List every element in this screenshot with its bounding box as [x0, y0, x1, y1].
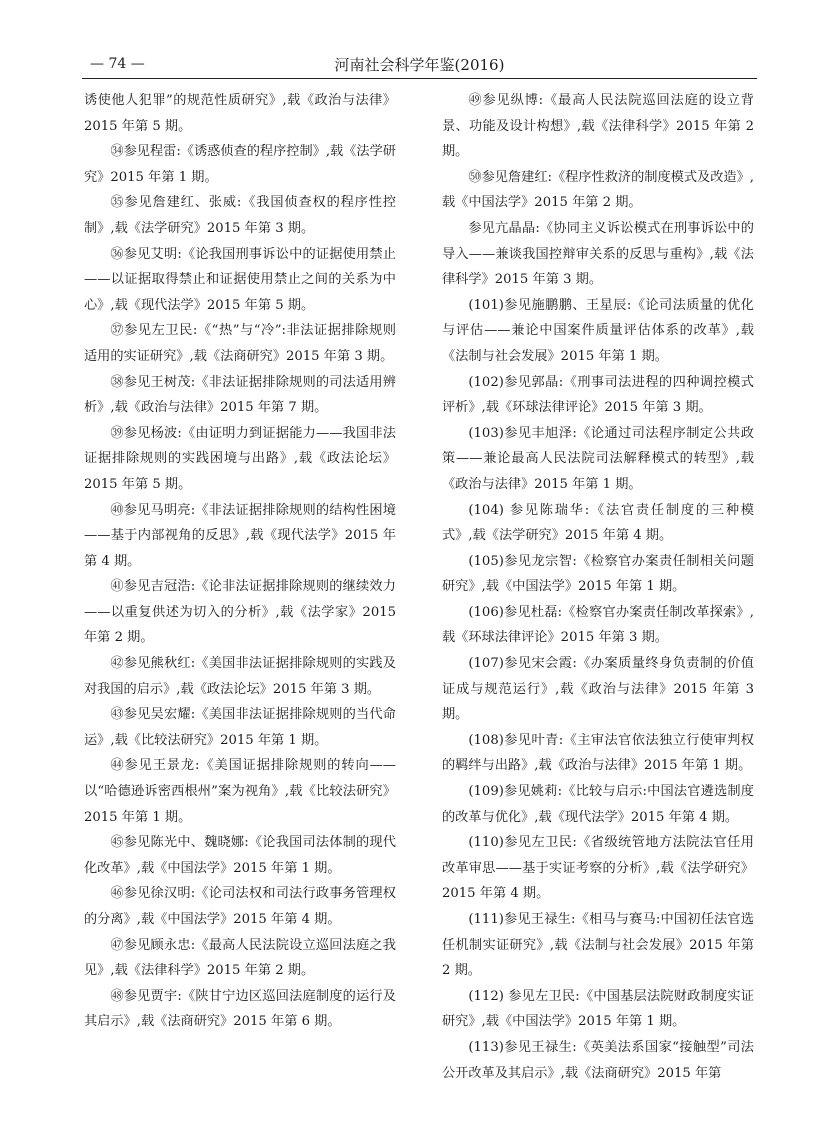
footnote: ㊲参见左卫民:《“热”与“冷”:非法证据排除规则适用的实证研究》,载《法商研究》2015 年第 3 期。 — [84, 323, 396, 364]
footnote: ㊹参见王景龙:《美国证据排除规则的转向——以“哈德逊诉密西根州”案为视角》,载《比较法研究》2015 年第 1 期。 — [84, 758, 396, 825]
footnote: ㊱参见艾明:《论我国刑事诉讼中的证据使用禁止——以证据取得禁止和证据使用禁止之间的关系为中心》,载《现代法学》2015 年第 5 期。 — [84, 246, 396, 313]
footnote: ㊻参见徐汉明:《论司法权和司法行政事务管理权的分离》,载《中国法学》2015 年第 4 期。 — [84, 886, 396, 927]
footnote: ㉞参见程雷:《诱惑侦查的程序控制》,载《法学研究》2015 年第 1 期。 — [84, 144, 396, 185]
right-column — [442, 88, 754, 1086]
page-number: — 74 — — [90, 56, 145, 72]
footnote: (110)参见左卫民:《省级统管地方法院法官任用改革审思——基于实证考察的分析》,载《法学研究》2015 年第 4 期。 — [442, 835, 754, 902]
footnote: (106)参见杜磊:《检察官办案责任制改革探索》,载《环球法律评论》2015 年第 3 期。 — [442, 604, 754, 646]
footnote: 参见亢晶晶:《协同主义诉讼模式在刑事诉讼中的导入——兼谈我国控辩审关系的反思与重构》,载《法律科学》2015 年第 3 期。 — [442, 220, 754, 288]
footnote: ㊿参见詹建红:《程序性救济的制度模式及改造》,载《中国法学》2015 年第 2 期。 — [442, 169, 754, 211]
running-title: 河南社会科学年鉴(2016) — [334, 56, 505, 74]
footnote: (112) 参见左卫民:《中国基层法院财政制度实证研究》,载《中国法学》2015 年第 1 期。 — [442, 988, 754, 1030]
footnote: (105)参见龙宗智:《检察官办案责任制相关问题研究》,载《中国法学》2015 年第 1 期。 — [442, 553, 754, 595]
footnote: (111)参见王禄生:《相马与赛马:中国初任法官选任机制实证研究》,载《法制与社会发展》2015 年第 2 期。 — [442, 912, 754, 979]
footnote: (102)参见郭晶:《刑事司法进程的四种调控模式评析》,载《环球法律评论》2015 年第 3 期。 — [442, 374, 754, 416]
footnote: ㊴参见杨波:《由证明力到证据能力——我国非法证据排除规则的实践困境与出路》,载《政法论坛》2015 年第 5 期。 — [84, 425, 396, 492]
footnote: ㊾参见纵博:《最高人民法院巡回法庭的设立背景、功能及设计构想》,载《法律科学》2015 年第 2 期。 — [442, 93, 754, 160]
footnote-continuation: 诱使他人犯罪”的规范性质研究》,载《政治与法律》2015 年第 5 期。 — [84, 93, 396, 134]
footnote: (103)参见丰旭泽:《论通过司法程序制定公共政策——兼论最高人民法院司法解释模式的转型》,载《政治与法律》2015 年第 1 期。 — [442, 425, 754, 492]
footnote: ㊽参见贾宇:《陕甘宁边区巡回法庭制度的运行及其启示》,载《法商研究》2015 年第 6 期。 — [84, 988, 396, 1030]
footnote: ㉟参见詹建红、张威:《我国侦查权的程序性控制》,载《法学研究》2015 年第 3 期。 — [84, 195, 396, 236]
footnote: (113)参见王禄生:《英美法系国家“接触型”司法公开改革及其启示》,载《法商研究》2015 年第 — [442, 1039, 754, 1081]
left-column — [84, 88, 396, 1035]
header-rule — [82, 78, 757, 79]
footnote: ㊸参见吴宏耀:《美国非法证据排除规则的当代命运》,载《比较法研究》2015 年第 1 期。 — [84, 707, 396, 748]
footnote: ㊶参见吉冠浩:《论非法证据排除规则的继续效力——以重复供述为切入的分析》,载《法学家》2015 年第 2 期。 — [84, 579, 396, 646]
footnote: ㊳参见王树茂:《非法证据排除规则的司法适用辨析》,载《政治与法律》2015 年第 7 期。 — [84, 374, 396, 416]
footnote: (101)参见施鹏鹏、王星辰:《论司法质量的优化与评估——兼论中国案件质量评估体系的改革》,载《法制与社会发展》2015 年第 1 期。 — [442, 297, 754, 364]
footnote: ㊼参见顾永忠:《最高人民法院设立巡回法庭之我见》,载《法律科学》2015 年第 2 期。 — [84, 937, 396, 979]
footnote: (104) 参见陈瑞华:《法官责任制度的三种模式》,载《法学研究》2015 年第 4 期。 — [442, 502, 754, 544]
footnote: (107)参见宋会霞:《办案质量终身负责制的价值证成与规范运行》,载《政治与法律》2015 年第 3 期。 — [442, 656, 754, 723]
page-header — [82, 50, 757, 80]
footnote: ㊺参见陈光中、魏晓娜:《论我国司法体制的现代化改革》,载《中国法学》2015 年第 1 期。 — [84, 835, 396, 876]
footnote: (108)参见叶青:《主审法官依法独立行使审判权的羁绊与出路》,载《政治与法律》2015 年第 1 期。 — [442, 732, 754, 774]
footnote: ㊷参见熊秋红:《美国非法证据排除规则的实践及对我国的启示》,载《政法论坛》2015 年第 3 期。 — [84, 656, 396, 697]
footnote: ㊵参见马明亮:《非法证据排除规则的结构性困境——基于内部视角的反思》,载《现代法学》2015 年第 4 期。 — [84, 502, 396, 569]
footnote: (109)参见姚莉:《比较与启示:中国法官遴选制度的改革与优化》,载《现代法学》2015 年第 4 期。 — [442, 784, 754, 825]
